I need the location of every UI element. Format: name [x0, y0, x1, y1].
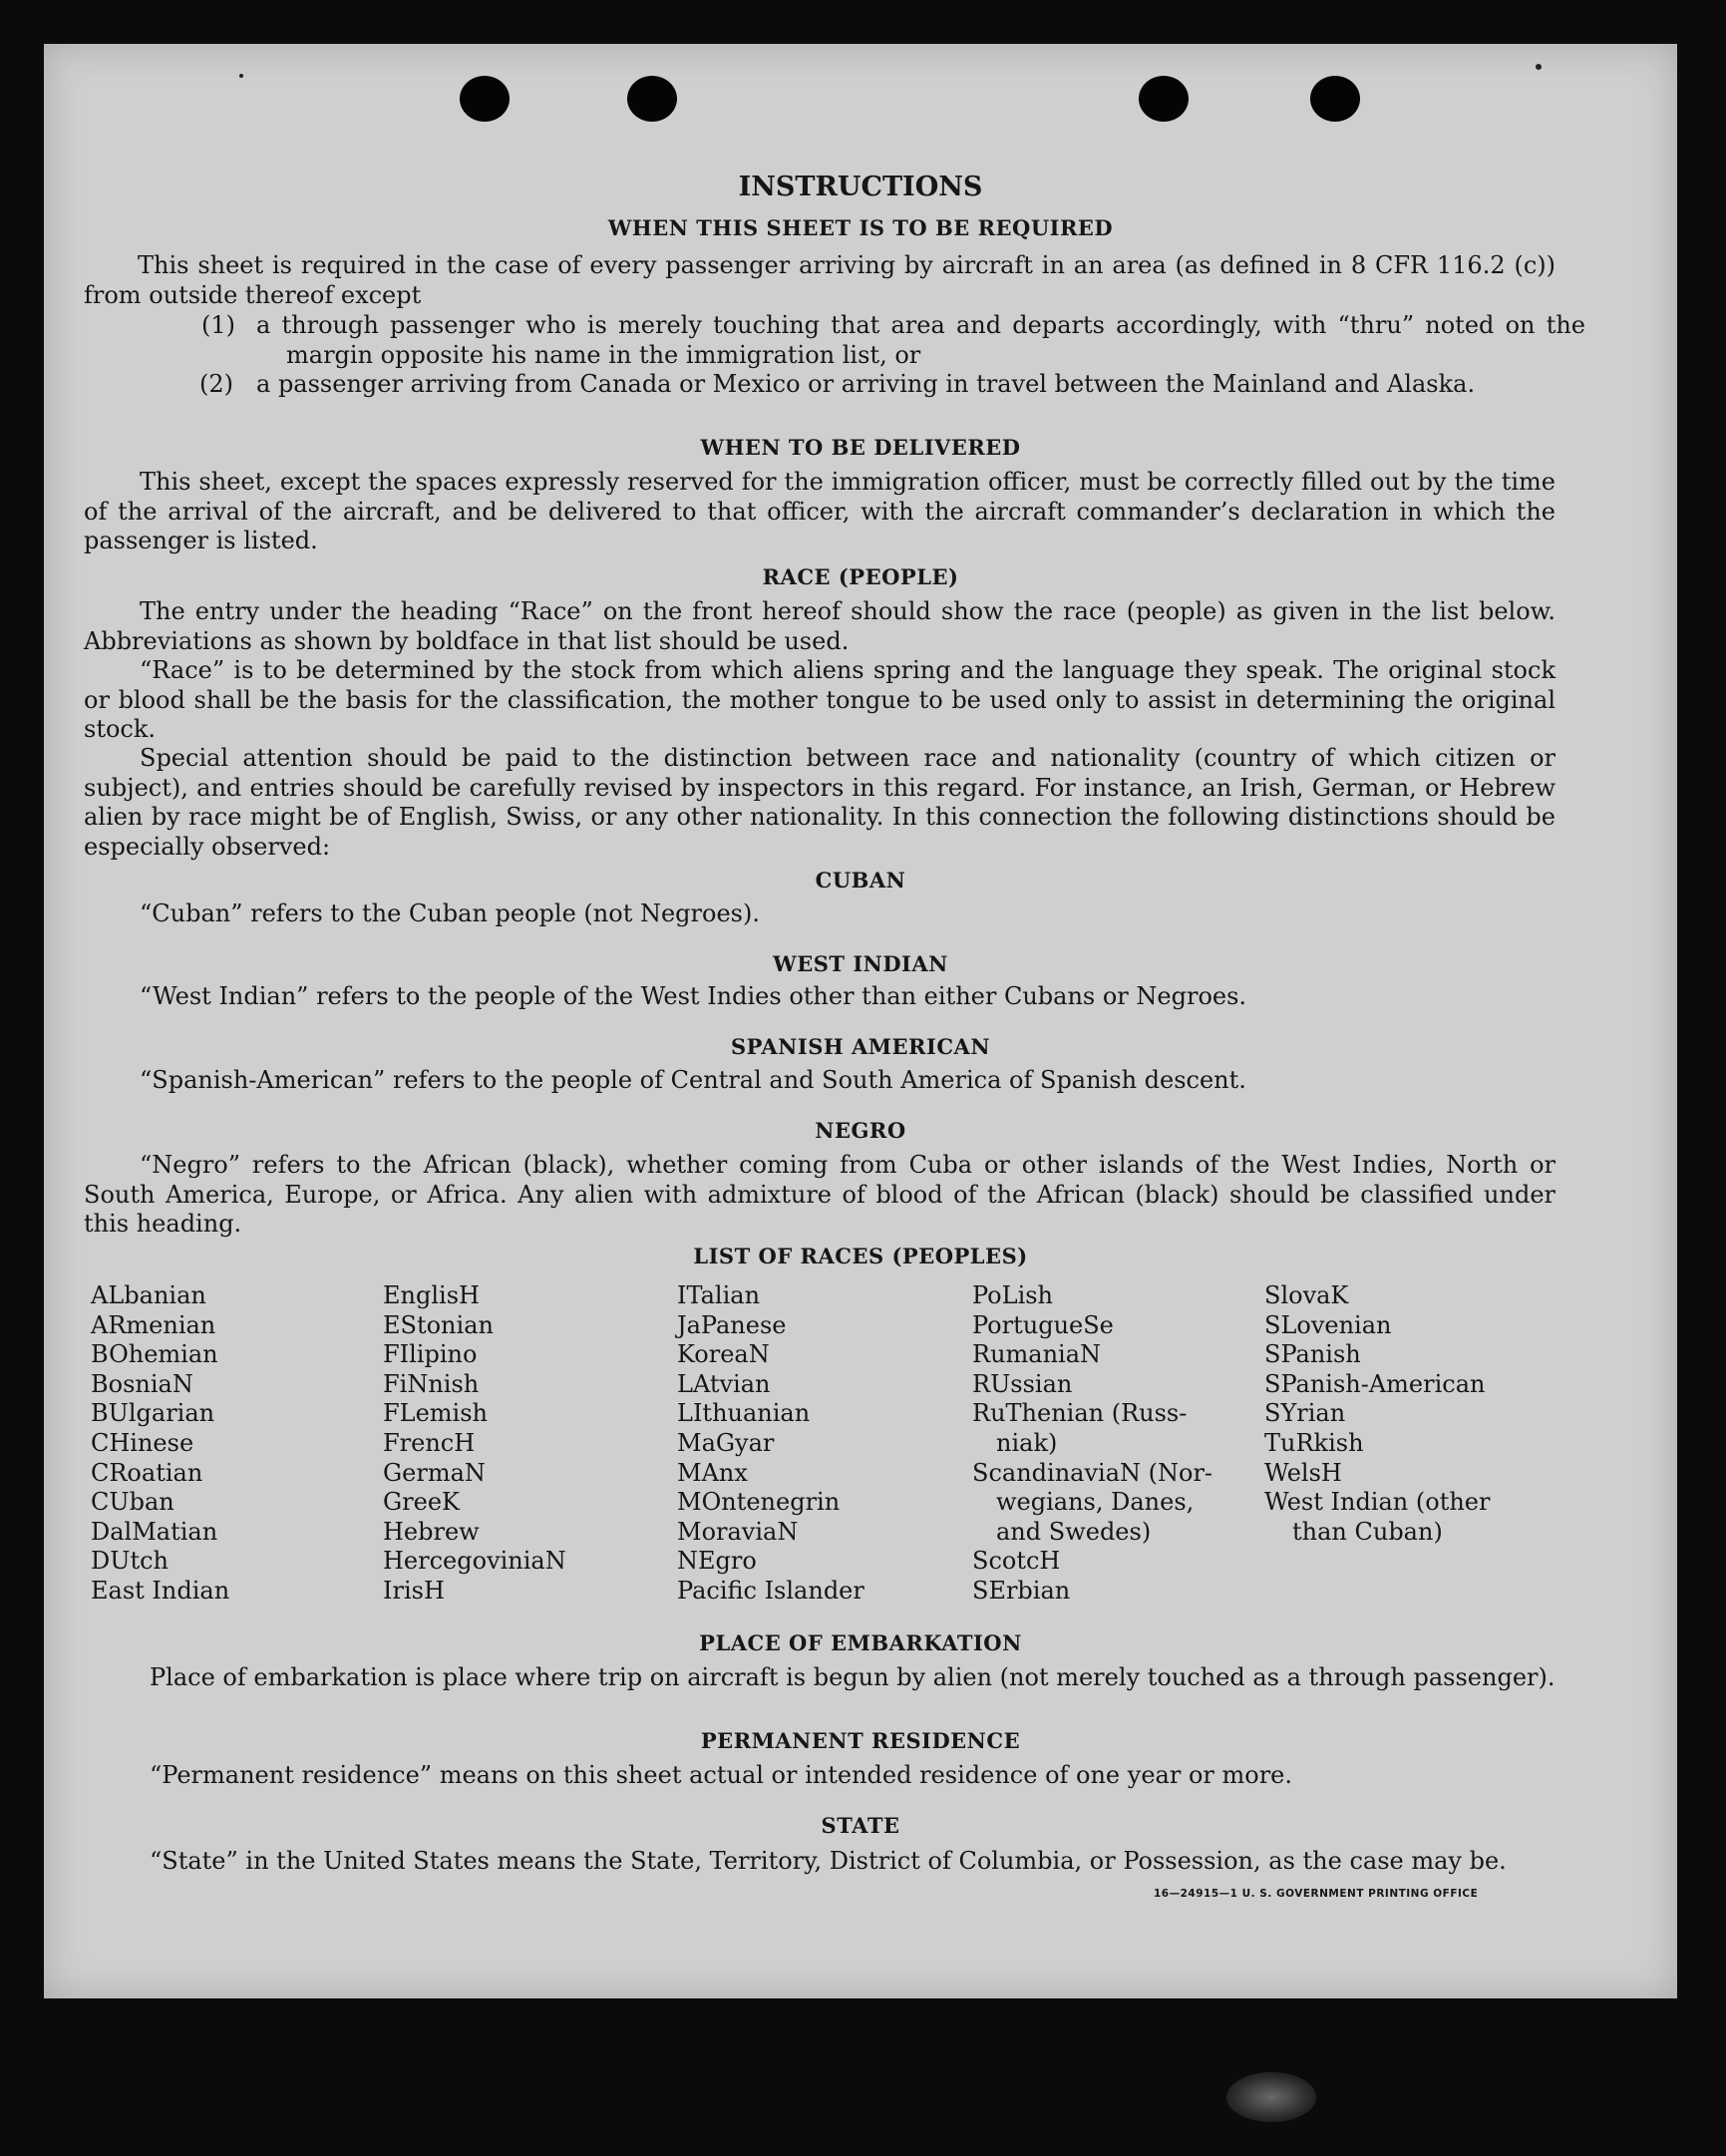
race-item: FrencH [383, 1428, 476, 1457]
race-item: wegians, Danes, [996, 1488, 1195, 1517]
race-list-column-4 [972, 1281, 1212, 1607]
punch-hole [627, 76, 677, 122]
race-item: CHinese [91, 1428, 194, 1457]
race-item: RuThenian (Russ- [972, 1399, 1188, 1428]
race-item: SLovenian [1264, 1310, 1392, 1339]
heading-spanish-american: SPANISH AMERICAN [730, 1034, 991, 1059]
heading-when-delivered: WHEN TO BE DELIVERED [700, 435, 1021, 460]
race-item: IrisH [383, 1576, 445, 1605]
paragraph-required: This sheet is required in the case of every passenger arriving by aircraft in an area (as defined in 8 CFR 116.2 (c)) from outside thereof except [84, 251, 1555, 309]
item-2-text: a passenger arriving from Canada or Mexico or arriving in travel between the Mainland and Alaska. [256, 370, 1476, 398]
race-item: LAtvian [677, 1369, 771, 1398]
race-item: FIlipino [383, 1340, 478, 1369]
punch-hole [460, 76, 510, 122]
paragraph-west-indian: “West Indian” refers to the people of the West Indies other than either Cubans or Negroes. [140, 982, 1247, 1010]
heading-list-of-races: LIST OF RACES (PEOPLES) [693, 1244, 1028, 1268]
race-item: GreeK [383, 1488, 460, 1517]
heading-state: STATE [821, 1813, 900, 1838]
race-item: West Indian (other [1264, 1488, 1491, 1517]
race-item: SErbian [972, 1576, 1071, 1605]
race-item: CRoatian [91, 1458, 203, 1487]
race-item: MAnx [677, 1458, 748, 1487]
race-item: and Swedes) [996, 1517, 1152, 1546]
race-item: CUban [91, 1488, 174, 1517]
race-item: DUtch [91, 1547, 170, 1576]
heading-west-indian: WEST INDIAN [773, 951, 948, 976]
heading-permanent-residence: PERMANENT RESIDENCE [700, 1728, 1021, 1753]
ink-speck [1536, 64, 1542, 70]
heading-place-of-embarkation: PLACE OF EMBARKATION [699, 1630, 1022, 1655]
race-item: MoraviaN [677, 1517, 799, 1546]
race-item: WelsH [1264, 1458, 1342, 1487]
race-list-column-5 [1264, 1281, 1490, 1547]
paragraph-spanish-american: “Spanish-American” refers to the people of Central and South America of Spanish descent. [140, 1066, 1246, 1094]
heading-when-required: WHEN THIS SHEET IS TO BE REQUIRED [607, 215, 1114, 240]
race-item: KoreaN [677, 1340, 770, 1369]
race-list-column-2 [383, 1281, 566, 1607]
race-item: GermaN [383, 1458, 486, 1487]
race-item: LIthuanian [677, 1399, 811, 1428]
paragraph-delivered: This sheet, except the spaces expressly reserved for the immigration officer, must be correctly filled out by the time of the arrival of the aircraft, and be delivered to that officer, with the aircraft commander’s declaration in which the passenger is listed. [84, 468, 1555, 554]
race-item: FiNnish [383, 1369, 480, 1398]
punch-hole [1139, 76, 1189, 122]
race-item: SPanish-American [1264, 1369, 1486, 1398]
paragraph-race-1: The entry under the heading “Race” on the front hereof should show the race (people) as given in the list below. Abbreviations as shown by boldface in that list should be used. [84, 597, 1555, 655]
race-item: TuRkish [1264, 1428, 1364, 1457]
race-item: BosniaN [91, 1369, 193, 1398]
race-item: NEgro [677, 1547, 757, 1576]
race-item: BUlgarian [91, 1399, 215, 1428]
race-item: BOhemian [91, 1340, 218, 1369]
race-item: MOntenegrin [677, 1488, 841, 1517]
race-item: East Indian [91, 1576, 230, 1605]
paragraph-cuban: “Cuban” refers to the Cuban people (not Negroes). [140, 899, 760, 927]
heading-negro: NEGRO [815, 1118, 906, 1143]
race-item: ScandinaviaN (Nor- [972, 1458, 1213, 1487]
race-item: EnglisH [383, 1281, 480, 1309]
race-item: SYrian [1264, 1399, 1346, 1428]
race-item: Hebrew [383, 1517, 480, 1546]
paragraph-race-3: Special attention should be paid to the distinction between race and nationality (country of which citizen or subject), and entries should be carefully revised by inspectors in this regard. For instance, an Irish, German, or Hebrew alien by race might be of English, Swiss, or any other nationality. In this connection the following distinctions should be especially observed: [84, 744, 1555, 861]
document-sheet [44, 44, 1677, 1998]
race-item: SlovaK [1264, 1281, 1349, 1309]
race-item: PortugueSe [972, 1310, 1114, 1339]
race-item: niak) [996, 1428, 1058, 1457]
race-item: Pacific Islander [677, 1576, 864, 1605]
ink-speck [239, 74, 243, 78]
race-item: ITalian [677, 1281, 761, 1309]
item-number-1: (1) [201, 311, 235, 339]
paragraph-race-2: “Race” is to be determined by the stock from which aliens spring and the language they speak. The original stock or blood shall be the basis for the classification, the mother tongue to be used only to assist in determining the original stock. [84, 656, 1555, 743]
paragraph-state: “State” in the United States means the State, Territory, District of Columbia, or Possession, as the case may be. [150, 1847, 1507, 1875]
race-item: DalMatian [91, 1517, 218, 1546]
page-title: INSTRUCTIONS [738, 172, 983, 202]
heading-race: RACE (PEOPLE) [762, 564, 959, 589]
race-item: RUssian [972, 1369, 1073, 1398]
race-item: ScotcH [972, 1547, 1061, 1576]
race-item: JaPanese [677, 1310, 787, 1339]
scan-artifact [1226, 2072, 1316, 2122]
paragraph-embarkation: Place of embarkation is place where trip on aircraft is begun by alien (not merely touched as a through passenger). [150, 1663, 1555, 1691]
race-item: HercegoviniaN [383, 1547, 566, 1576]
race-item: RumaniaN [972, 1340, 1102, 1369]
race-item: than Cuban) [1292, 1517, 1443, 1546]
item-number-2: (2) [199, 370, 233, 398]
paragraph-negro: “Negro” refers to the African (black), whether coming from Cuba or other islands of the West Indies, North or South America, Europe, or Africa. Any alien with admixture of blood of the African (black) should be classified under this heading. [84, 1151, 1555, 1238]
race-item: MaGyar [677, 1428, 775, 1457]
race-item: PoLish [972, 1281, 1054, 1309]
race-item: ARmenian [91, 1310, 216, 1339]
printer-footer: 16—24915—1 U. S. GOVERNMENT PRINTING OFFICE [1154, 1888, 1479, 1900]
item-1-text: a through passenger who is merely touching that area and departs accordingly, with “thru” noted on the margin opposite his name in the immigration list, or [256, 311, 1585, 369]
punch-hole [1310, 76, 1360, 122]
paragraph-residence: “Permanent residence” means on this sheet actual or intended residence of one year or more. [150, 1761, 1292, 1789]
race-item: EStonian [383, 1310, 494, 1339]
race-list-column-1 [91, 1281, 229, 1607]
race-item: FLemish [383, 1399, 488, 1428]
heading-cuban: CUBAN [815, 868, 906, 893]
race-list-column-3 [677, 1281, 864, 1607]
race-item: ALbanian [91, 1281, 206, 1309]
race-item: SPanish [1264, 1340, 1361, 1369]
